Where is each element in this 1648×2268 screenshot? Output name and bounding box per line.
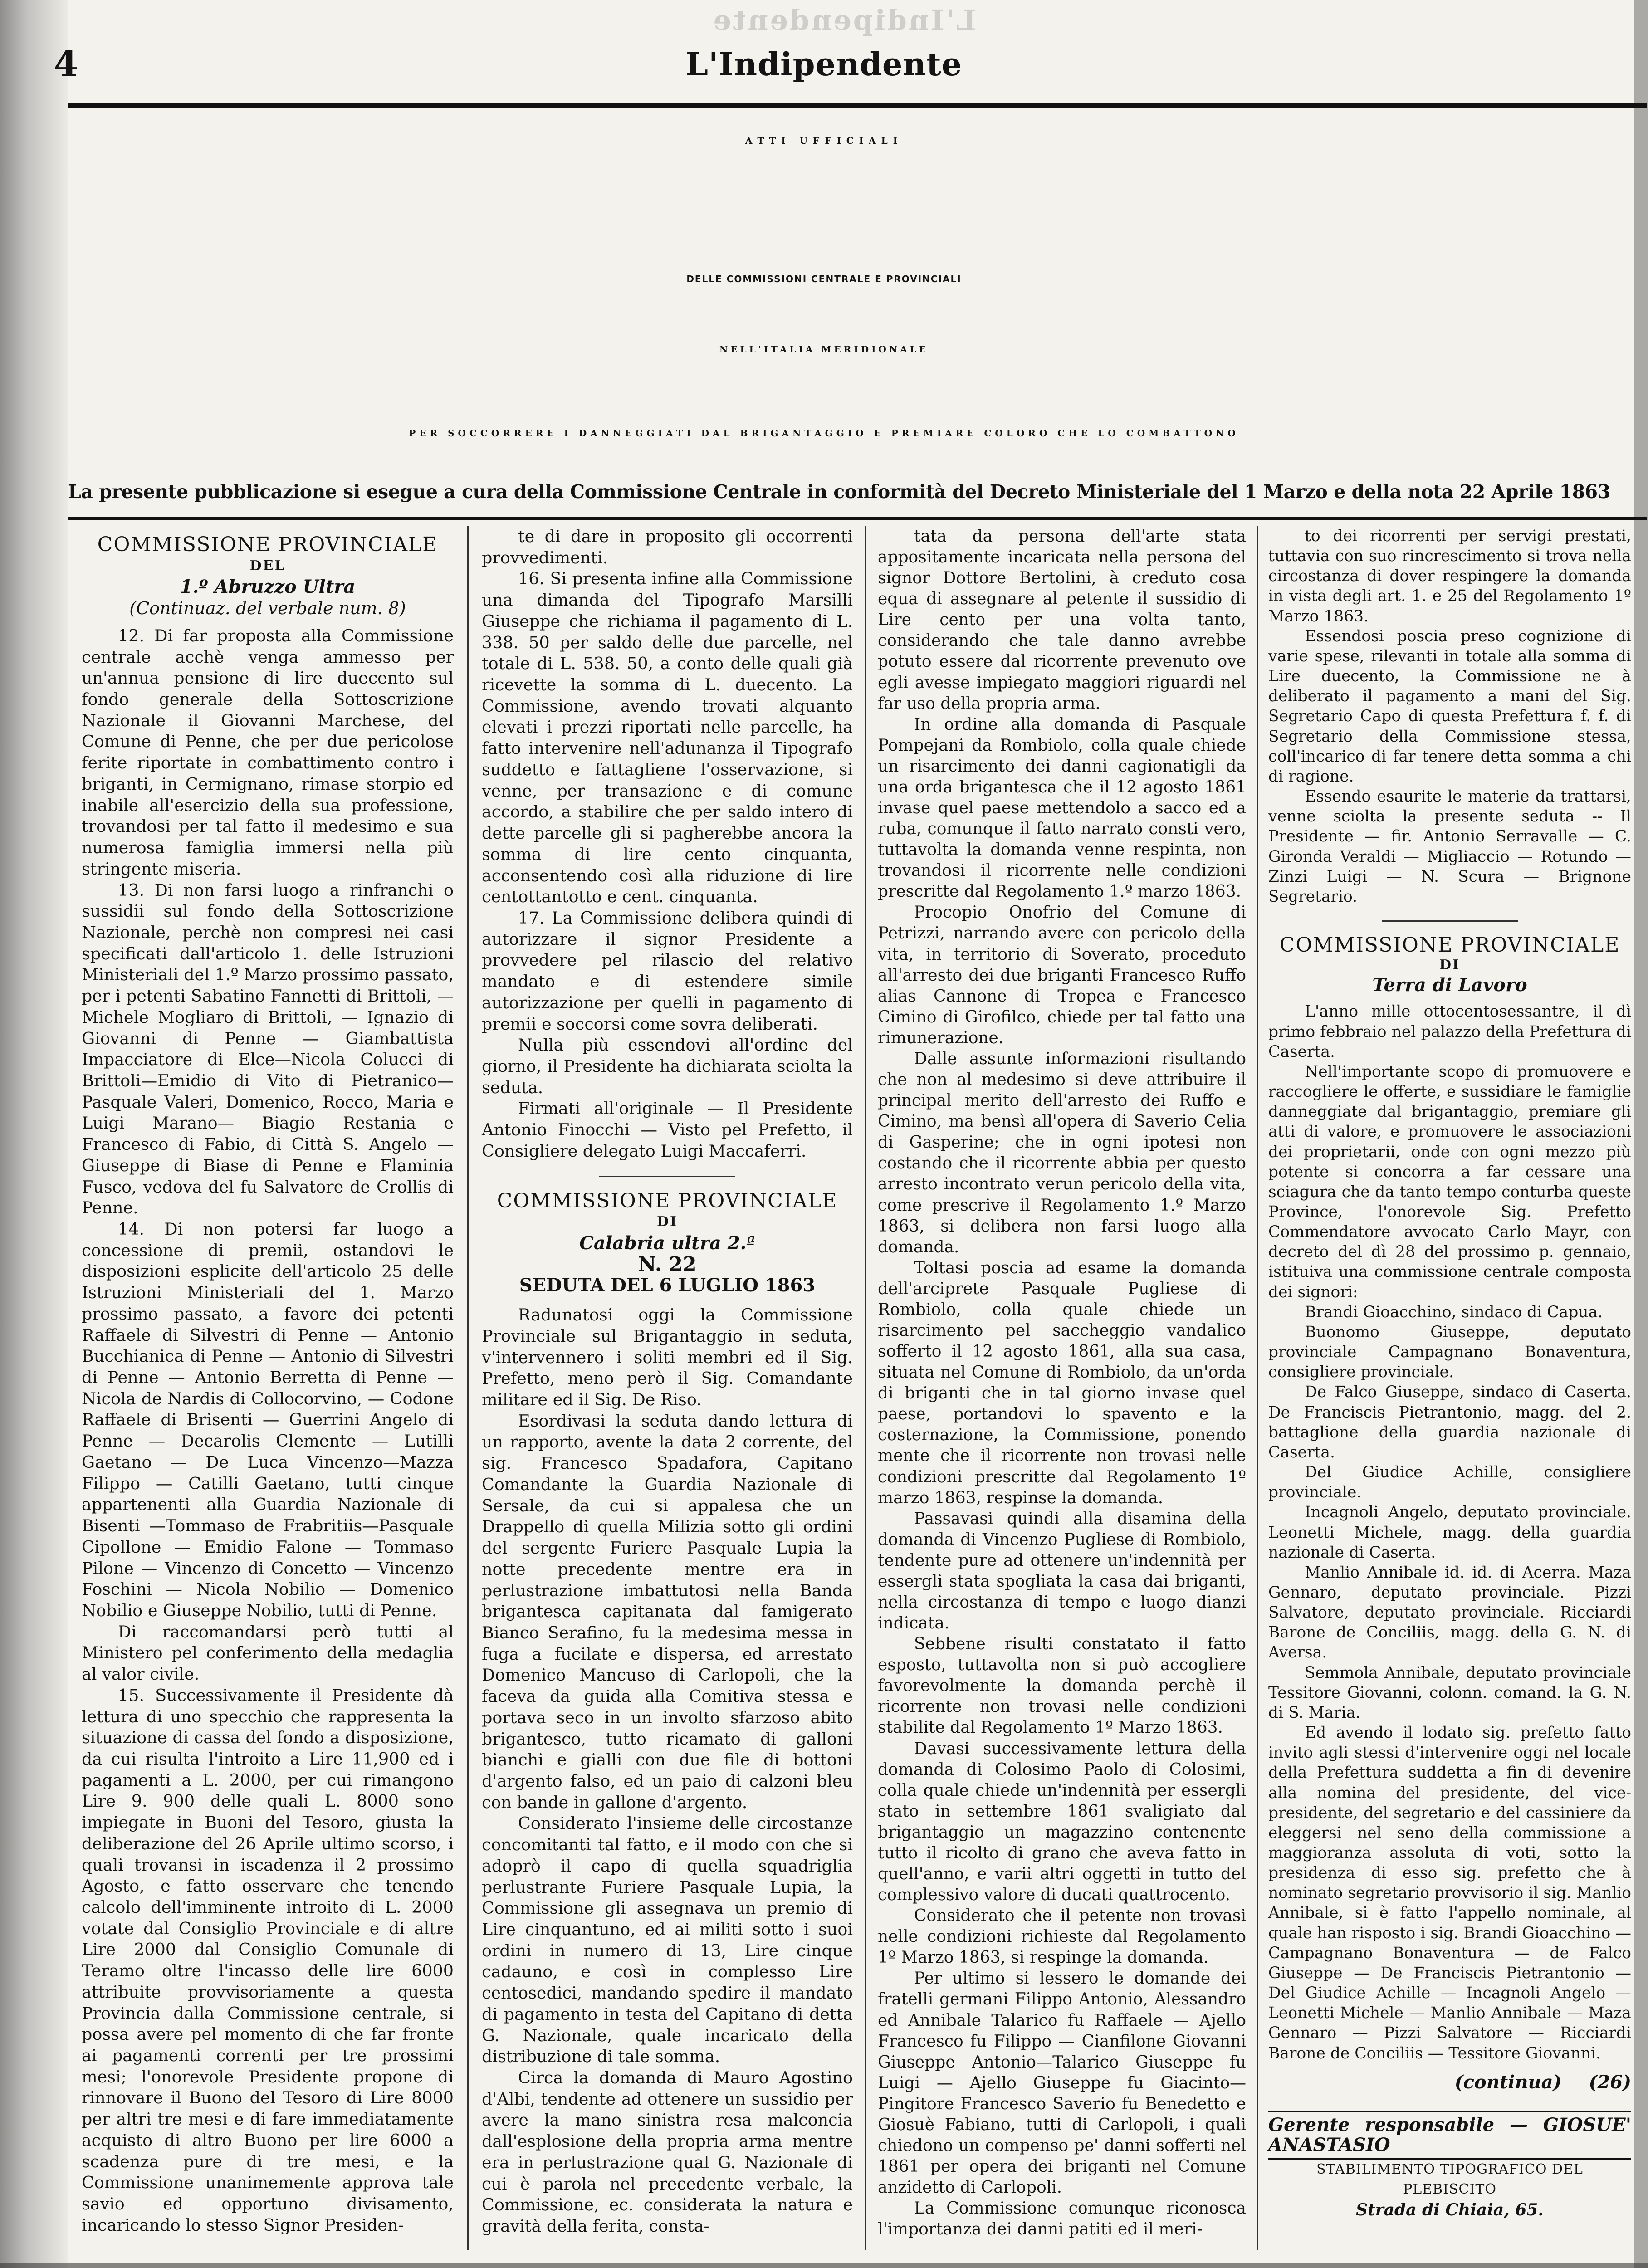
section-place: Calabria ultra 2.ª (579, 1232, 755, 1254)
section-heading-del: DEL (249, 557, 286, 574)
paragraph: Essendosi poscia preso cognizione di varie spese, rilevanti in totale alla somma di Lire duecento, la Commissione ne à deliberato il pagamento a mani del Sig. Segretario Capo di questa Prefettura f. f. di Segretario della Commissione stessa, coll'incarico di far tenere detta somma a chi di ragione. (1268, 627, 1631, 786)
paragraph: Brandi Gioacchino, sindaco di Capua. (1305, 1303, 1603, 1321)
paragraphs (482, 526, 853, 1162)
paragraph: Incagnoli Angelo, deputato provinciale. Leonetti Michele, magg. della guardia nazionale di Caserta. (1268, 1503, 1631, 1562)
paragraph: Buonomo Giuseppe, deputato provinciale Campagnano Bonaventura, consigliere provinciale. (1268, 1323, 1631, 1382)
paragraph: Sebbene risulti constatato il fatto esposto, tuttavolta non si può accogliere favorevolmente la domanda perchè il ricorrente non trovasi nelle condizioni stabilite dal Regolamento 1º Marzo 1863. (878, 1635, 1246, 1737)
paragraph: De Falco Giuseppe, sindaco di Caserta. De Franciscis Pietrantonio, magg. del 2. battaglione della guardia nazionale di Caserta. (1268, 1383, 1631, 1461)
paragraphs (482, 1305, 853, 2237)
paragraph: Toltasi poscia ad esame la domanda dell'arciprete Pasquale Pugliese di Rombiolo, colla quale chiede un risarcimento pel saccheggio vandalico sofferto il 12 agosto 1861, alla sua casa, situata nel Comune di Rombiolo, da un'orda di briganti che in tal giorno invase quel paese, portandovi lo spavento e la costernazione, la Commissione, ponendo mente che il ricorrente non trovasi nelle condizioni prescritte dal Regolamento 1º marzo 1863, respinse la domanda. (878, 1258, 1246, 1507)
column-1 (82, 526, 454, 2236)
scan-shadow-left (0, 0, 68, 2268)
paragraph: 17. La Commissione delibera quindi di autorizzare il signor Presidente a provvedere pel rilascio del relativo mandato e di estendere simile autorizzazione per quelli in pagamento di premii e soccorsi come sovra deliberati. (482, 908, 853, 1034)
paragraph: Per ultimo si lessero le domande dei fratelli germani Filippo Antonio, Alessandro ed Annibale Talarico fu Raffaele — Ajello Francesco fu Filippo — Cianfilone Giovanni Giuseppe Antonio—Talarico Giuseppe fu Luigi — Ajello Giuseppe fu Giacinto—Pingitore Francesco Saverio fu Benedetto e Giosuè Fabiano, tutti di Carlopoli, i quali chiedono un compenso pe' danni sofferti nel 1861 per opera dei briganti nel Comune anzidetto di Carlopoli. (878, 1969, 1246, 2197)
session-date: SEDUTA DEL 6 LUGLIO 1863 (519, 1275, 816, 1296)
paragraph: Di raccomandarsi però tutti al Ministero pel conferimento della medaglia al valor civile. (82, 1622, 454, 1684)
paragraph: to dei ricorrenti per servigi prestati, tuttavia con suo rincrescimento si trova nella circostanza di dover respingere la domanda in vista degli art. 1. e 25 del Regolamento 1º Marzo 1863. (1268, 527, 1631, 626)
scan-shadow-right (1634, 0, 1648, 2268)
paragraph: Davasi successivamente lettura della domanda di Colosimo Paolo di Colosimi, colla quale chiede un'indennità per essergli stato in settembre 1861 svaligiato dal brigantaggio un magazzino contenente tutto il ricolto di grano che aveva fatto in quell'anno, e varii altri oggetti in tutto del complessivo valore di ducati quattrocento. (878, 1739, 1246, 1905)
title-commissioni: DELLE COMMISSIONI CENTRALE E PROVINCIALI (686, 274, 962, 284)
paragraph: In ordine alla domanda di Pasquale Pompejani da Rombiolo, colla quale chiede un risarcimento dei danni cagionatigli da una orda brigantesca che il 12 agosto 1861 invase quel paese mettendolo a sacco ed a ruba, comunque il fatto narrato consti vero, tuttavolta la domanda venne respinta, non trovandosi il ricorrente nelle condizioni prescritte dal Regolamento 1.º marzo 1863. (878, 715, 1246, 901)
paragraph: Firmati all'originale — Il Presidente Antonio Finocchi — Visto pel Prefetto, il Consigliere delegato Luigi Maccaferri. (482, 1099, 853, 1161)
paragraph: 14. Di non potersi far luogo a concessione di premii, ostandovi le disposizioni esplicite dell'articolo 25 delle Istruzioni Ministeriali del 1. Marzo prossimo passato, a favore dei petenti Raffaele di Silvestri di Penne — Antonio Bucchianica di Penne — Antonio di Silvestri di Penne — Antonio Berretta di Penne — Nicola de Nardis di Collocorvino, — Codone Raffaele di Brisenti — Guerrini Angelo di Penne — Decarolis Clemente — Lutilli Gaetano — De Luca Vincenzo—Mazza Filippo — Catilli Gaetano, tutti cinque appartenenti alla Guardia Nazionale di Bisenti —Tommaso de Frabritiis—Pasquale Cipollone — Emidio Falone — Tommaso Pilone — Vincenzo di Concetto — Vincenzo Foschini — Nicola Nobilio — Domenico Nobilio e Giuseppe Nobilio, tutti di Penne. (82, 1219, 454, 1620)
paragraph: Passavasi quindi alla disamina della domanda di Vincenzo Pugliese di Rombiolo, tendente pure ad ottenere un'indennità per essergli stata spogliata la casa dai briganti, nella circostanza di tempo e luogo dianzi indicata. (878, 1509, 1246, 1633)
paragraph: Del Giudice Achille, consigliere provinciale. (1268, 1463, 1631, 1502)
print-address: Strada di Chiaia, 65. (1356, 2200, 1544, 2219)
paragraph: Considerato l'insieme delle circostanze concomitanti tal fatto, e il modo con che si adoprò il capo di quella squadriglia perlustrante Furiere Pasquale Lupia, la Commissione gli assegnava un premio di Lire cinquantuno, ed ai militi sotto i suoi ordini in numero di 13, Lire cinque cadauno, e così in complesso Lire centosedici, mandando spedire il mandato di pagamento in testa del Capitano di detta G. Nazionale, quale incaricato della distribuzione di tale somma. (482, 1813, 853, 2067)
section-heading: COMMISSIONE PROVINCIALE (97, 533, 438, 556)
section-heading-di: DI (656, 1214, 678, 1230)
title-italia-meridionale: NELL'ITALIA MERIDIONALE (719, 344, 929, 355)
column-2 (482, 526, 853, 2237)
column-separator (1257, 526, 1258, 2250)
paragraph: La Commissione comunque riconosca l'importanza dei danni patiti ed il meri- (878, 2199, 1246, 2239)
paragraph: Essendo esaurite le materie da trattarsi, venne sciolta la presente seduta -- Il Presidente — fir. Antonio Serravalle — C. Gironda Veraldi — Migliaccio — Rotundo — Zinzi Luigi — N. Scura — Brignone Segretario. (1268, 787, 1631, 906)
paragraph: Nell'importante scopo di promuovere e raccogliere le offerte, e sussidiare le famiglie danneggiate dal brigantaggio, premiare gli atti di valore, e promuovere le associazioni dei proprietarii, onde con ogni mezzo più potente si concorra a far cessare una sciagura che da tanto tempo conturba queste Province, l'onorevole Sig. Prefetto Commendatore avvocato Carlo Mayr, con decreto del dì 28 del prossimo p. gennaio, istituiva una commissione centrale composta dei signori: (1268, 1062, 1631, 1301)
paragraph: Manlio Annibale id. id. di Acerra. Maza Gennaro, deputato provinciale. Pizzi Salvatore, deputato provinciale. Ricciardi Barone de Conciliis, magg. della G. N. di Aversa. (1268, 1563, 1631, 1662)
section-heading: COMMISSIONE PROVINCIALE (497, 1189, 838, 1212)
section-continued: (Continuaz. del verbale num. 8) (129, 598, 406, 619)
section-divider (599, 1176, 735, 1177)
paragraph: Dalle assunte informazioni risultando che non al medesimo si deve attribuire il principal merito dell'arresto dei Ruffo e Cimino, ma bensì all'opera di Saverio Celia di Gasperine; che in ogni ipotesi non costando che il ricorrente abbia per questo arresto incontrato verun pericolo della vita, come prescrive il Regolamento 1.º Marzo 1863, si delibera non farsi luogo alla domanda. (878, 1049, 1246, 1256)
paragraph: 15. Successivamente il Presidente dà lettura di uno specchio che rappresenta la situazione di cassa del fondo a disposizione, da cui risulta l'introito a Lire 11,900 ed i pagamenti a L. 2000, per cui rimangono Lire 9. 900 delle quali L. 8000 sono impiegate in Buoni del Tesoro, giusta la deliberazione del 26 Aprile ultimo scorso, i quali trovansi in iscadenza il 2 prossimo Agosto, e fatto osservare che tenendo calcolo dell'imminente introito di L. 2000 votate dal Consiglio Provinciale e di altre Lire 2000 dal Consiglio Comunale di Teramo oltre l'incasso delle lire 6000 attribuite provvisoriamente a questa Provincia dalla Commissione centrale, si possa avere pel momento di che far fronte ai pagamenti correnti per tre prossimi mesi; l'onorevole Presidente propone di rinnovare il Buono del Tesoro di Lire 8000 per altri tre mesi e di fare immediatamente acquisto di altro Buono per lire 6000 a scadenza pure di tre mesi, e la Commissione unanimemente approva tale savio ed opportuno divisamento, incaricando lo stesso Signor Presiden- (82, 1685, 454, 2235)
paragraph: L'anno mille ottocentosessantre, il dì primo febbraio nel palazzo della Prefettura di Caserta. (1268, 1002, 1631, 1061)
paragraph: tata da persona dell'arte stata appositamente incaricata nella persona del signor Dottore Bertolini, à creduto cosa equa di assegnare al petente il sussidio di Lire cento per una volta tanto, considerando che tale danno avrebbe potuto essere dal ricorrente prevenuto ove egli avesse impiegato maggiori riguardi nel far uso della propria arma. (878, 527, 1246, 713)
article-number: (26) (1589, 2071, 1631, 2093)
gerente-responsabile: Gerente responsabile — GIOSUE' ANASTASIO (1268, 2111, 1631, 2160)
page-number: 4 (54, 44, 78, 85)
bleed-through-text: L'Indipendente (711, 4, 976, 37)
section-divider (1382, 920, 1518, 922)
notice-rule (68, 517, 1647, 520)
column-4 (1268, 526, 1631, 2220)
paragraphs (878, 526, 1246, 2240)
paragraph: te di dare in proposito gli occorrenti provvedimenti. (482, 527, 853, 567)
scan-shadow-bottom (0, 2263, 1648, 2268)
paragraph: 16. Si presenta infine alla Commissione una dimanda del Tipografo Marsilli Giuseppe che richiama il pagamento di L. 338. 50 per saldo delle due parcelle, nel totale di L. 538. 50, a conto delle quali già ricevette la somma di L. duecento. La Commissione, avendo trovati alquanto elevati i prezzi riportati nelle parcelle, ha fatto intervenire nell'adunanza il Tipografo suddetto e fattagliene l'osservazione, si venne, per transazione e di comune accordo, a stabilire che per saldo intero di dette parcelle gli si pagherebbe ancora la somma di lire cento cinquanta, acconsentendo così alla riduzione di lire centottantotto e cent. cinquanta. (482, 569, 853, 907)
continua-label: (continua) (1454, 2071, 1562, 2093)
continua-line (1268, 2072, 1631, 2092)
section-place: Terra di Lavoro (1372, 974, 1527, 996)
paragraph: Circa la domanda di Mauro Agostino d'Albi, tendente ad ottenere un sussidio per avere la mano sinistra resa malconcia dall'esplosione della propria arma mentre era in perlustrazione qual G. Nazionale di cui è parola nel precedente verbale, la Commissione, ec. considerata la natura e gravità della ferita, consta- (482, 2068, 853, 2236)
paragraphs (82, 626, 454, 2236)
paragraph: 12. Di far proposta alla Commissione centrale acchè venga ammesso per un'annua pensione di lire duecento sul fondo generale della Sottoscrizione Nazionale il Giovanni Marchese, del Comune di Penne, che per due pericolose ferite riportate in combattimento contro i briganti, in Cermignano, rimase storpio ed inabile all'esercizio della sua professione, trovandosi per tal fatto il medesimo e sua numerosa famiglia immersi nella più stringente miseria. (82, 626, 454, 879)
masthead-rule (68, 103, 1647, 108)
paragraphs (1268, 526, 1631, 907)
paragraph: Semmola Annibale, deputato provinciale Tessitore Giovanni, colonn. comand. la G. N. di S. Maria. (1268, 1663, 1631, 1722)
paragraph: 13. Di non farsi luogo a rinfranchi o sussidii sul fondo della Sottoscrizione Nazionale, perchè non compresi nei casi specificati dall'articolo 1. delle Istruzioni Ministeriali del 1.º Marzo prossimo passato, per i petenti Sabatino Fannetti di Brittoli, — Michele Mogliaro di Brittoli, — Ignazio di Giovanni di Penne — Giambattista Impacciatore di Elce—Nicola Colucci di Brittoli—Emidio di Vito di Pietranico—Pasquale Valeri, Domenico, Rocco, Maria e Luigi Marano— Biagio Restania e Francesco di Fabio, di Città S. Angelo — Giuseppe di Biase di Penne e Flaminia Fusco, vedova del fu Salvatore de Crollis di Penne. (82, 880, 454, 1218)
title-subline: PER SOCCORRERE I DANNEGGIATI DAL BRIGANTAGGIO E PREMIARE COLORO CHE LO COMBATTONO (409, 428, 1239, 439)
print-establishment: STABILIMENTO TIPOGRAFICO DEL PLEBISCITO (1316, 2161, 1583, 2198)
column-3 (878, 526, 1246, 2240)
paragraph: Nulla più essendovi all'ordine del giorno, il Presidente ha dichiarata sciolta la seduta. (482, 1035, 853, 1097)
column-separator (865, 526, 866, 2250)
verbal-number: N. 22 (638, 1252, 697, 1276)
paragraph: Ed avendo il lodato sig. prefetto fatto invito agli stessi d'intervenire oggi nel locale della Prefettura suddetta a fin di devenire alla nomina del presidente, del vice-presidente, del segretario e del cassiniere da eleggersi nel seno della commissione a maggioranza assoluta di voti, sotto la presidenza di esso sig. prefetto che à nominato segretario provvisorio il sig. Manlio Annibale, si è fatto l'appello nominale, al quale han risposto i sig. Brandi Gioacchino — Campagnano Bonaventura — de Falco Giuseppe — De Franciscis Pietrantonio — Del Giudice Achille — Incagnoli Angelo — Leonetti Michele — Manlio Annibale — Maza Gennaro — Pizzi Salvatore — Ricciardi Barone de Conciliis — Tessitore Giovanni. (1268, 1724, 1631, 2063)
column-separator (467, 526, 469, 2250)
paragraph: Radunatosi oggi la Commissione Provinciale sul Brigantaggio in seduta, v'intervennero i soliti membri ed il Sig. Prefetto, meno però il Sig. Comandante militare ed il Sig. De Riso. (482, 1305, 853, 1410)
paragraph: Esordivasi la seduta dando lettura di un rapporto, avente la data 2 corrente, del sig. Francesco Spadafora, Capitano Comandante la Guardia Nazionale di Sersale, da cui si appalesa che un Drappello di quella Milizia sotto gli ordini del sergente Furiere Pasquale Lupia la notte precedente mentre era in perlustrazione imbattutosi nella Banda brigantesca capitanata dal famigerato Bianco Serafino, fu la medesima messa in fuga a fucilate e dispersa, ed arrestato Domenico Mancuso di Carlopoli, che la faceva da guida alla Comitiva stessa e portava seco in un involto sfarzoso abito brigantesco, tutto ricamato di galloni bianchi e gialli con due file di bottoni d'argento falso, ed un paio di calzoni bleu con bande in gallone d'argento. (482, 1411, 853, 1812)
paragraph: Considerato che il petente non trovasi nelle condizioni richieste dal Regolamento 1º Marzo 1863, si respinge la domanda. (878, 1906, 1246, 1967)
title-atti-ufficiali: ATTI UFFICIALI (745, 135, 903, 146)
newspaper-name: L'Indipendente (685, 45, 963, 83)
section-heading-di: DI (1439, 957, 1461, 973)
paragraph: Procopio Onofrio del Comune di Petrizzi, narrando avere con pericolo della vita, in territorio di Soverato, proceduto all'arresto dei due briganti Francesco Ruffo alias Cannone di Tropea e Francesco Cimino di Girofilco, chiede per tal fatto una rimunerazione. (878, 903, 1246, 1047)
paragraphs (1268, 1002, 1631, 2063)
publication-notice: La presente pubblicazione si esegue a cura della Commissione Centrale in conformità del Decreto Ministeriale del 1 Marzo e della nota 22 Aprile 1863 (68, 481, 1610, 503)
section-heading: COMMISSIONE PROVINCIALE (1279, 933, 1620, 957)
section-place: 1.º Abruzzo Ultra (180, 576, 356, 598)
